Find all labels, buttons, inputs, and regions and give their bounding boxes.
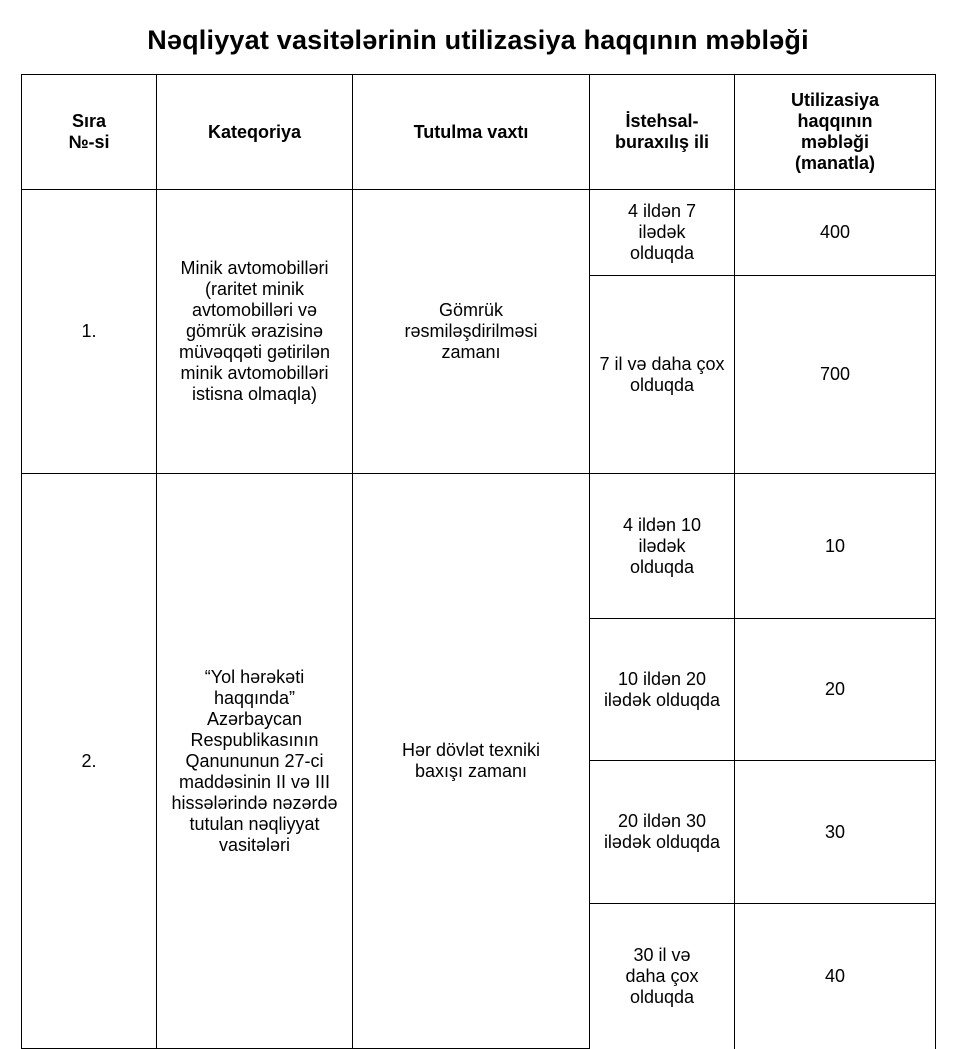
utilization-fee-table xyxy=(21,74,936,1049)
row-2-period-1-fee-value: 10 xyxy=(824,535,846,556)
row-1-period-2-year xyxy=(590,276,735,474)
row-2-period-3-fee xyxy=(735,761,936,904)
header-category xyxy=(157,75,353,190)
row-1-category-text: Minik avtomobilləri (raritet minik avtomobilləri və gömrük ərazisinə müvəqqəti gətirilən minik avtomobilləri istisna olmaqla) xyxy=(178,258,331,404)
table-header-row xyxy=(22,75,936,190)
table-row xyxy=(22,474,936,619)
row-2-period-4-fee-value: 40 xyxy=(824,965,846,986)
row-2-number-value: 2. xyxy=(81,750,97,771)
row-2-period-2-fee xyxy=(735,619,936,761)
row-1-period-2-fee-value: 700 xyxy=(819,364,851,384)
header-production-year-label: İstehsal-buraxılış ili xyxy=(614,111,710,152)
row-1-period-1-fee xyxy=(735,190,936,276)
row-2-collection-time-text: Hər dövlət texniki baxışı zamanı xyxy=(401,740,541,781)
row-2-period-4-fee xyxy=(735,904,936,1049)
header-fee-amount-label: Utilizasiya haqqının məbləği (manatla) xyxy=(790,90,880,173)
row-2-collection-time xyxy=(353,474,590,1049)
row-2-period-2-fee-value: 20 xyxy=(824,679,846,699)
row-2-period-3-year-text: 20 ildən 30 ilədək olduqda xyxy=(603,811,721,852)
header-collection-time-label: Tutulma vaxtı xyxy=(413,121,529,142)
row-2-period-2-year-text: 10 ildən 20 ilədək olduqda xyxy=(603,668,721,710)
row-1-period-2-fee xyxy=(735,276,936,474)
row-2-period-3-year xyxy=(590,761,735,904)
row-1-period-1-fee-value: 400 xyxy=(819,222,851,242)
row-2-period-4-year-text: 30 il və daha çox olduqda xyxy=(625,944,699,1007)
row-2-period-4-year xyxy=(590,904,735,1049)
row-1-category xyxy=(157,190,353,474)
header-production-year xyxy=(590,75,735,190)
row-2-period-1-year xyxy=(590,474,735,619)
row-2-number xyxy=(22,474,157,1049)
row-2-category xyxy=(157,474,353,1049)
header-number xyxy=(22,75,157,190)
header-category-label: Kateqoriya xyxy=(207,121,302,142)
row-1-period-1-year xyxy=(590,190,735,276)
row-1-period-1-year-text: 4 ildən 7 ilədək olduqda xyxy=(627,201,697,263)
table-row xyxy=(22,190,936,276)
row-1-number xyxy=(22,190,157,474)
row-2-period-1-fee xyxy=(735,474,936,619)
row-2-period-1-year-text: 4 ildən 10 ilədək olduqda xyxy=(622,514,702,577)
row-2-period-3-fee-value: 30 xyxy=(824,821,846,842)
header-collection-time xyxy=(353,75,590,190)
header-fee-amount xyxy=(735,75,936,190)
row-2-category-text: “Yol hərəkəti haqqında” Azərbaycan Respublikasının Qanununun 27-ci maddəsinin II və III hissələrində nəzərdə tutulan nəqliyyat vasitələri xyxy=(171,666,338,855)
row-1-number-value: 1. xyxy=(81,321,97,341)
row-1-collection-time-text: Gömrük rəsmiləşdirilməsi zamanı xyxy=(404,300,538,362)
row-1-collection-time xyxy=(353,190,590,474)
document-title: Nəqliyyat vasitələrinin utilizasiya haqqının məbləği xyxy=(147,25,809,56)
row-1-period-2-year-text: 7 il və daha çox olduqda xyxy=(599,353,725,395)
row-2-period-2-year xyxy=(590,619,735,761)
header-number-label: Sıra №-si xyxy=(68,111,110,152)
